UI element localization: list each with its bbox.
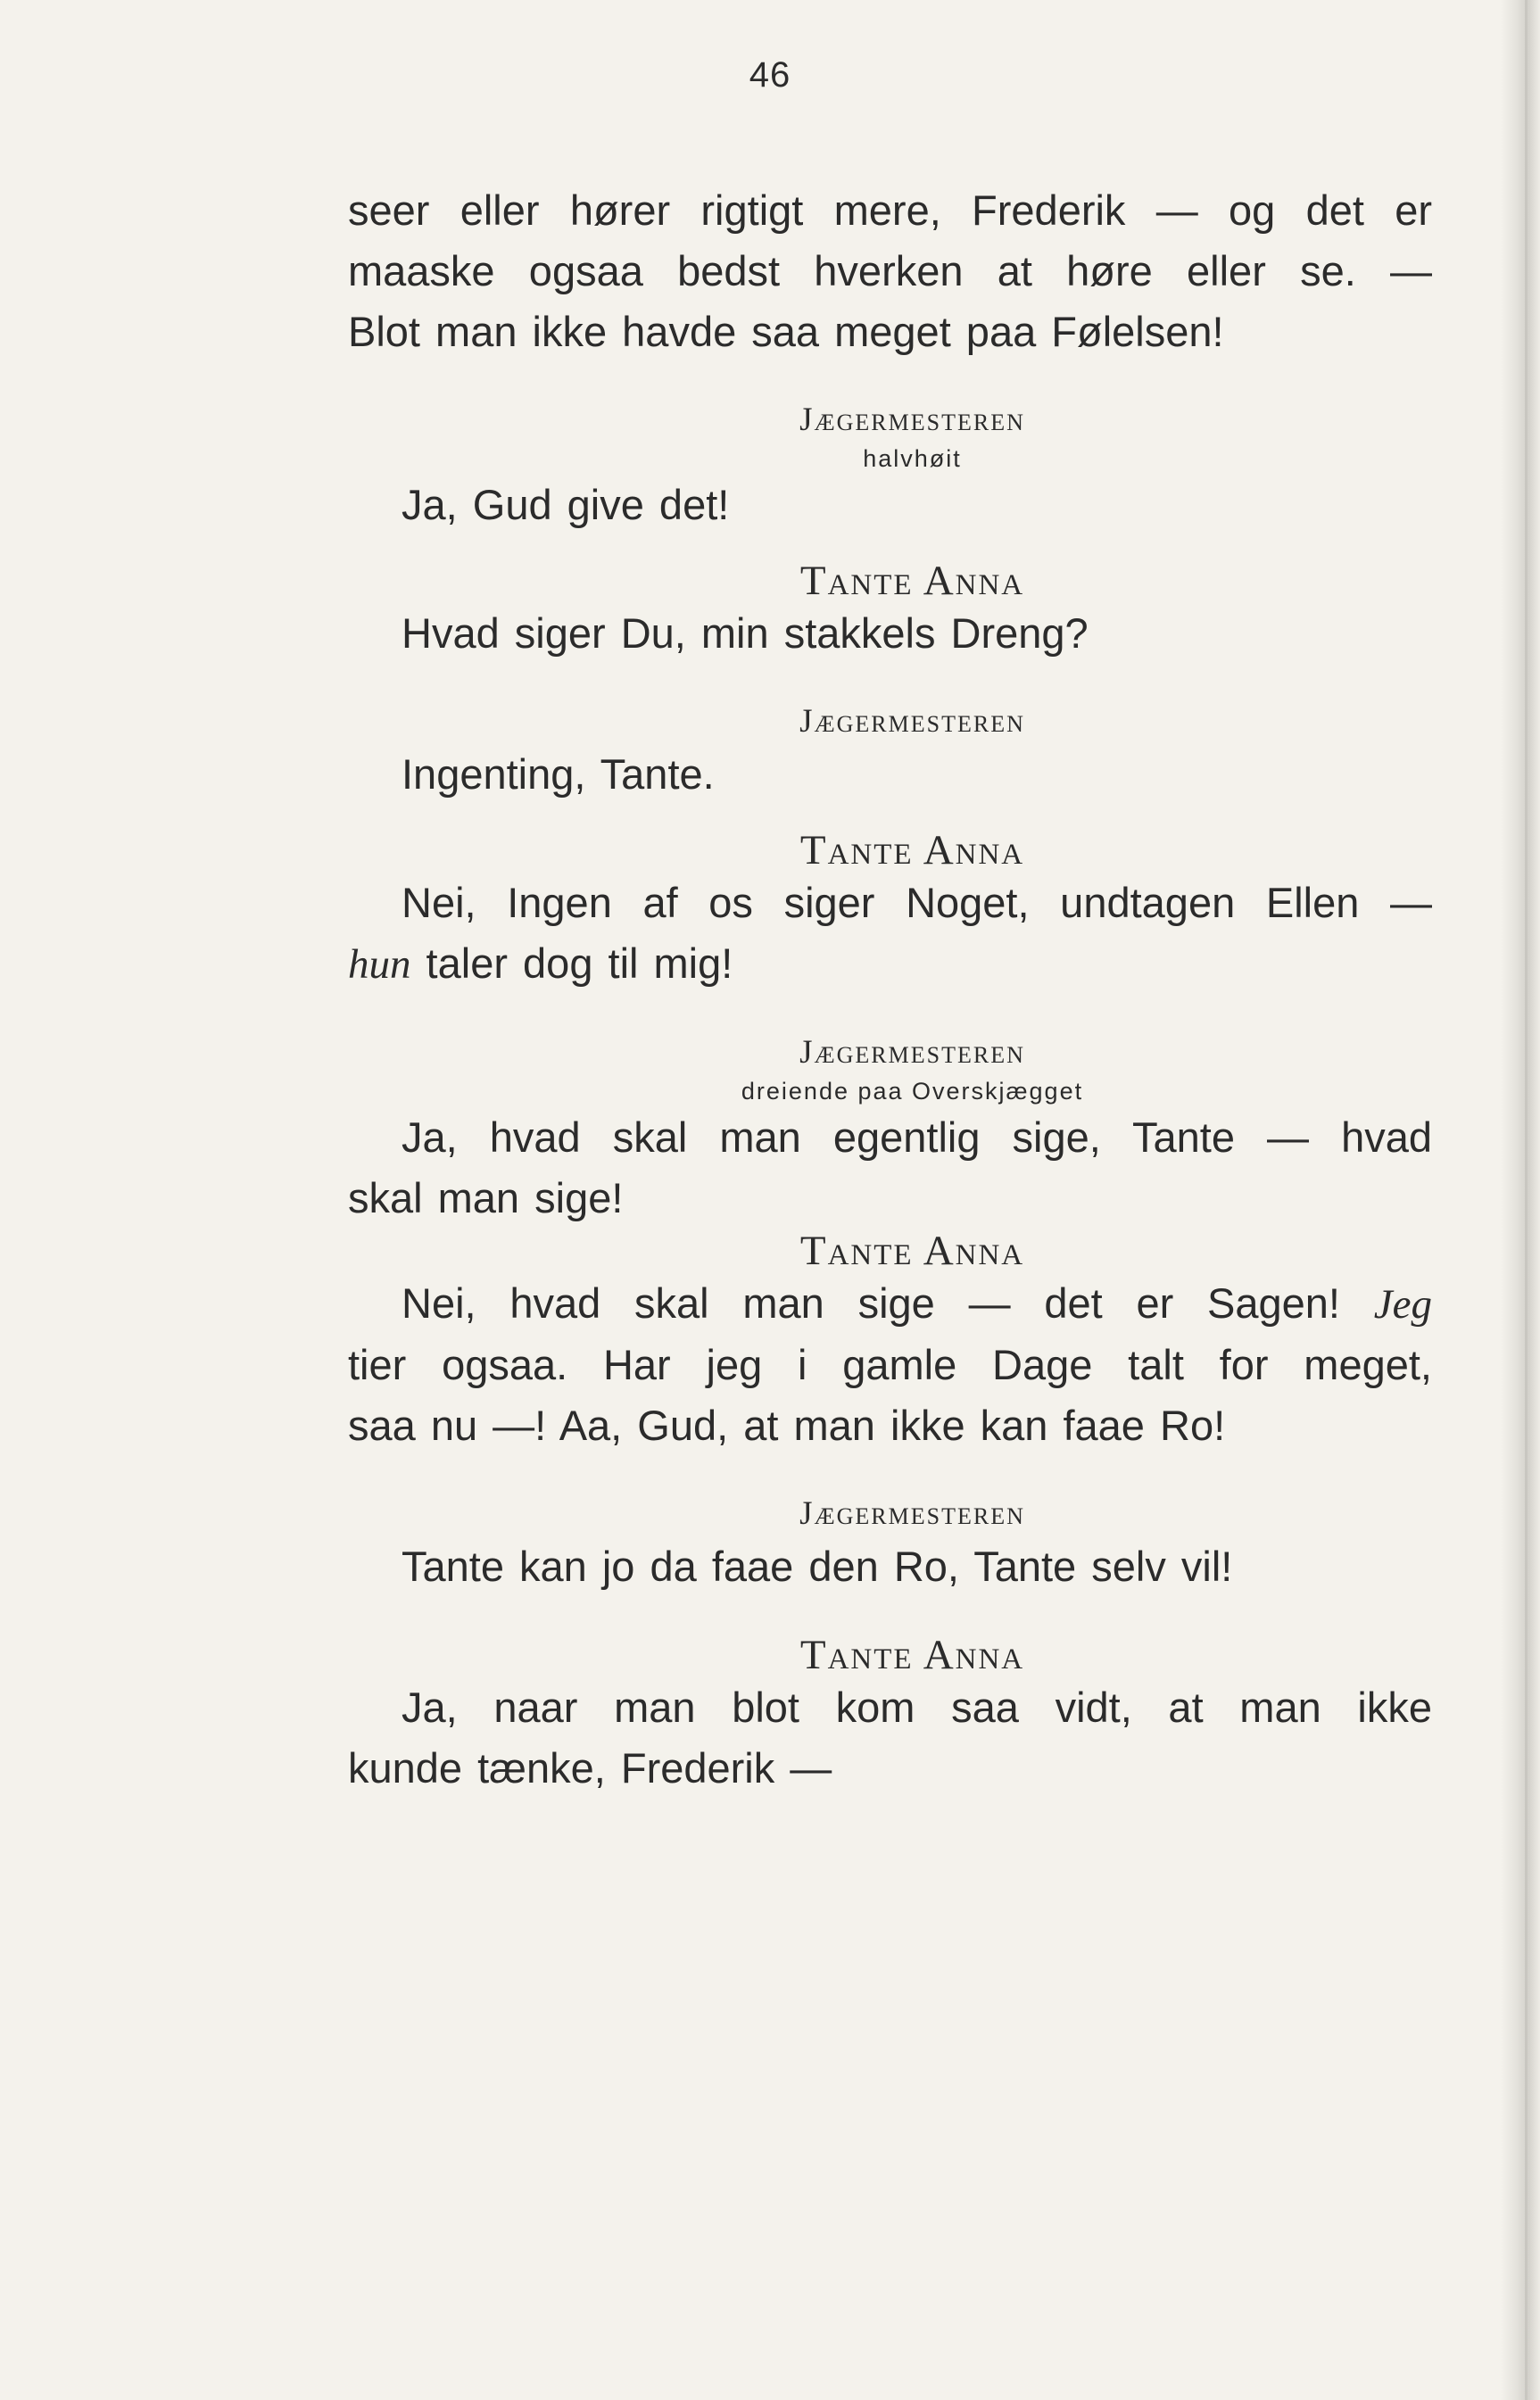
- emphasis-text: Jeg: [1373, 1281, 1432, 1328]
- speaker-name: Jægermesteren: [799, 1495, 1025, 1532]
- speaker-name: Jægermesteren: [799, 703, 1025, 740]
- dialogue-line: Nei, Ingen af os siger Noget, undtagen Ellen —: [402, 879, 1432, 926]
- speaker-name: Tante Anna: [799, 827, 1025, 873]
- dialogue-line: saa nu —! Aa, Gud, at man ikke kan faae Ro!: [348, 1402, 1226, 1449]
- dialogue-line: Hvad siger Du, min stakkels Dreng?: [402, 609, 1089, 657]
- text-line: Blot man ikke havde saa meget paa Følelsen!: [348, 308, 1224, 355]
- speaker-name: Jægermesteren: [799, 401, 1025, 438]
- speaker-name: Tante Anna: [799, 558, 1025, 604]
- stage-direction: dreiende paa Overskjægget: [741, 1078, 1084, 1105]
- speaker-name: Jægermesteren: [799, 1034, 1025, 1071]
- dialogue-line: [348, 1273, 1432, 1335]
- text-line: maaske ogsaa bedst hverken at høre eller se. —: [348, 247, 1432, 294]
- page-number: 46: [749, 55, 791, 95]
- page-edge-line: [1525, 0, 1528, 2400]
- text-line: seer eller hører rigtigt mere, Frederik — og det er: [348, 186, 1432, 234]
- speaker-name: Tante Anna: [799, 1632, 1025, 1678]
- dialogue-line: Ja, hvad skal man egentlig sige, Tante — hvad: [402, 1113, 1432, 1161]
- dialogue-line: Ja, Gud give det!: [402, 481, 730, 528]
- page-edge-shadow: [1501, 0, 1540, 2400]
- dialogue-line: Ingenting, Tante.: [402, 750, 715, 798]
- text-column: [348, 180, 1432, 1799]
- stage-direction: halvhøit: [863, 445, 962, 472]
- dialogue-line: Tante kan jo da faae den Ro, Tante selv vil!: [402, 1543, 1233, 1590]
- dialogue-text: Nei, hvad skal man sige — det er Sagen!: [402, 1279, 1374, 1327]
- dialogue-line: kunde tænke, Frederik —: [348, 1744, 832, 1792]
- dialogue-line: Ja, naar man blot kom saa vidt, at man ikke: [402, 1684, 1432, 1731]
- dialogue-line: [348, 933, 1432, 995]
- dialogue-line: tier ogsaa. Har jeg i gamle Dage talt for meget,: [348, 1341, 1432, 1388]
- dialogue-line: skal man sige!: [348, 1174, 624, 1221]
- speaker-name: Tante Anna: [799, 1228, 1025, 1274]
- emphasis-text: hun: [348, 941, 411, 988]
- dialogue-text: taler dog til mig!: [410, 939, 733, 987]
